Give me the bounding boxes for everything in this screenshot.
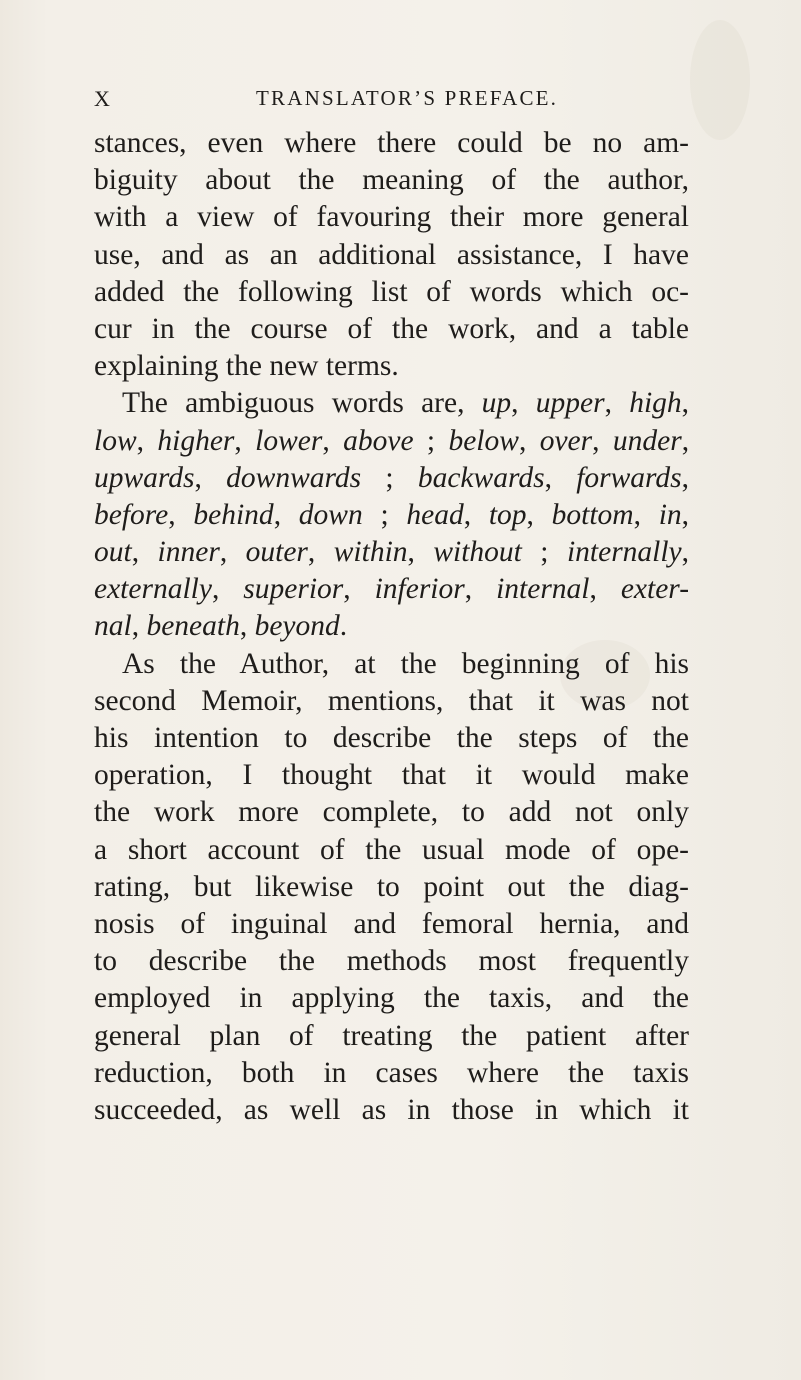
page-number: X [94, 86, 111, 111]
text-line: succeeded, as well as in those in which it [94, 1093, 689, 1126]
text-line: explaining the new terms. [94, 350, 399, 383]
paper-stain [690, 20, 750, 140]
text-line: a short account of the usual mode of ope- [94, 833, 689, 866]
text-line: added the following list of words which oc- [94, 275, 689, 308]
text-line: employed in applying the taxis, and the [94, 982, 689, 1015]
text-line: to describe the methods most frequently [94, 945, 689, 978]
text-line: nosis of inguinal and femoral hernia, and [94, 907, 689, 940]
text-line: reduction, both in cases where the taxis [94, 1056, 689, 1089]
text-line: his intention to describe the steps of the [94, 722, 689, 754]
text-line: with a view of favouring their more general [94, 201, 689, 234]
text-line: rating, but likewise to point out the diag- [94, 870, 689, 903]
text-line: The ambiguous words are, up, upper, high, [122, 387, 690, 420]
body-text [94, 125, 689, 1129]
text-line: nal, beneath, beyond. [94, 610, 348, 643]
text-line: As the Author, at the beginning of his [122, 647, 689, 680]
text-line: before, behind, down ; head, top, bottom, in, [94, 498, 690, 531]
text-line: the work more complete, to add not only [94, 796, 689, 829]
text-line: operation, I thought that it would make [94, 759, 689, 792]
text-line: upwards, downwards ; backwards, forwards, [94, 461, 690, 494]
text-line: low, higher, lower, above ; below, over, under, [94, 424, 690, 457]
page-header [94, 86, 684, 116]
running-title: TRANSLATOR’S PREFACE. [256, 86, 559, 110]
text-line: out, inner, outer, within, without ; internally, [94, 536, 690, 569]
text-line: use, and as an additional assistance, I have [94, 238, 689, 271]
text-line: general plan of treating the patient after [94, 1019, 689, 1052]
text-line: externally, superior, inferior, internal, exter- [94, 573, 690, 606]
text-line: biguity about the meaning of the author, [94, 164, 689, 197]
text-line: stances, even where there could be no am- [94, 127, 689, 159]
text-line: cur in the course of the work, and a table [94, 312, 689, 345]
text-line: second Memoir, mentions, that it was not [94, 684, 689, 717]
